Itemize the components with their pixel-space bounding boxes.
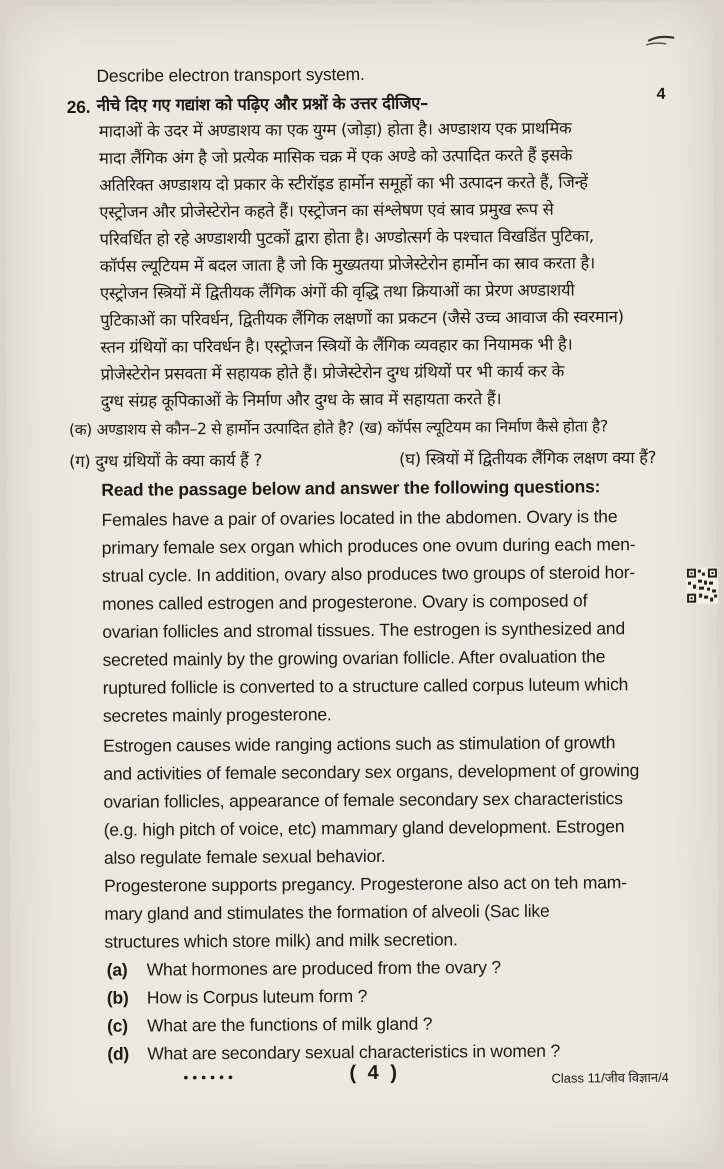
hindi-passage-line: कॉर्पस ल्यूटियम में बदल जाता है जो कि मुख्यतया प्रोजेस्टेरोन हार्मोन का स्राव करता है। bbox=[99, 253, 595, 276]
english-passage-line: also regulate female sexual behavior. bbox=[103, 845, 386, 868]
hindi-passage-line: एस्ट्रोजन और प्रोजेस्टेरोन कहते हैं। एस्ट्रोजन का संश्लेषण एवं स्राव प्रमुख रूप से bbox=[99, 199, 554, 222]
english-passage-line: and activities of female secondary sex organs, development of growing bbox=[103, 760, 640, 784]
hindi-passage-line: पुटिकाओं का परिवर्धन, द्वितीयक लैंगिक लक्षणों का प्रकटन (जैसे उच्च आवाज की स्वरमान) bbox=[100, 307, 624, 330]
question-label: (d) bbox=[107, 1043, 130, 1064]
english-passage-line: Progesterone supports pregancy. Progesterone also act on teh mam- bbox=[104, 872, 627, 896]
hindi-passage-line: मादा लैंगिक अंग है जो प्रत्येक मासिक चक्र में एक अण्डे को उत्पादित करते हैं इसके bbox=[98, 145, 573, 168]
question-number: 26. bbox=[66, 96, 91, 118]
previous-question: Describe electron transport system. bbox=[96, 63, 365, 86]
class-code: Class 11/जीव विज्ञान/4 bbox=[551, 1069, 669, 1086]
hindi-passage-line: मादाओं के उदर में अण्डाशय का एक युग्म (जोड़ा) होता है। अण्डाशय एक प्राथमिक bbox=[98, 118, 572, 141]
english-passage-line: ruptured follicle is converted to a structure called corpus luteum which bbox=[102, 674, 629, 698]
english-passage-line: secreted mainly by the growing ovarian follicle. After ovaluation the bbox=[102, 646, 606, 670]
english-passage-line: secretes mainly progesterone. bbox=[102, 704, 332, 726]
hindi-passage-line: दुग्ध संग्रह कूपिकाओं के निर्माण और दुग्ध के स्राव में सहायता करते हैं। bbox=[100, 389, 502, 411]
question-text: How is Corpus luteum form ? bbox=[146, 985, 368, 1008]
hindi-question-line: (घ) स्त्रियों में द्वितीयक लैंगिक लक्षण क्या हैं? bbox=[399, 447, 657, 469]
hindi-passage-line: अतिरिक्त अण्डाशय दो प्रकार के स्टीरॉइड हार्मोन समूहों का भी उत्पादन करते हैं, जिन्हें bbox=[99, 172, 588, 195]
english-passage-line: structures which store milk) and milk secretion. bbox=[104, 929, 458, 952]
question-label: (a) bbox=[106, 959, 128, 980]
hindi-passage-line: एस्ट्रोजन स्त्रियों में द्वितीयक लैंगिक अंगों की वृद्धि तथा क्रियाओं का प्रेरण अण्डाशयी bbox=[99, 280, 575, 303]
english-instruction: Read the passage below and answer the following questions: bbox=[101, 476, 601, 500]
english-passage-line: Females have a pair of ovaries located in the abdomen. Ovary is the bbox=[101, 506, 618, 530]
english-passage-line: mary gland and stimulates the formation of alveoli (Sac like bbox=[104, 900, 550, 924]
exam-page bbox=[4, 2, 720, 1167]
hindi-passage-line: परिवर्धित हो रहे अण्डाशयी पुटकों द्वारा होता है। अण्डोत्सर्ग के पश्चात विखडिंत पुटिका, bbox=[99, 226, 594, 249]
page-number: ( 4 ) bbox=[349, 1061, 401, 1085]
qr-code-icon bbox=[686, 568, 718, 604]
english-passage-line: ovarian follicles and stromal tissues. The estrogen is synthesized and bbox=[102, 618, 626, 642]
question-label: (b) bbox=[106, 987, 129, 1008]
english-passage-line: strual cycle. In addition, ovary also produces two groups of steroid hor- bbox=[101, 562, 636, 586]
english-passage-line: (e.g. high pitch of voice, etc) mammary gland development. Estrogen bbox=[103, 816, 625, 840]
hindi-question-line: (ग) दुग्ध ग्रंथियों के क्या कार्य हैं ? bbox=[69, 450, 263, 472]
hindi-instruction: नीचे दिए गए गद्यांश को पढ़िए और प्रश्नों के उत्तर दीजिए– bbox=[96, 93, 429, 115]
footer-stars: •••••• bbox=[183, 1068, 237, 1086]
question-text: What are the functions of milk gland ? bbox=[147, 1013, 433, 1036]
question-text: What hormones are produced from the ovary ? bbox=[146, 957, 501, 980]
question-text: What are secondary sexual characteristics in women ? bbox=[147, 1040, 561, 1064]
hindi-passage-line: प्रोजेस्टेरोन प्रसवता में सहायक होते हैं। प्रोजेस्टेरोन दुग्ध ग्रंथियों पर भी कार्य कर के bbox=[100, 361, 565, 384]
question-marks: 4 bbox=[656, 85, 666, 103]
corner-scribble-icon bbox=[644, 32, 680, 46]
question-label: (c) bbox=[107, 1015, 128, 1036]
english-passage-line: ovarian follicles, appearance of female secondary sex characteristics bbox=[103, 788, 623, 812]
hindi-passage-line: स्तन ग्रंथियों का परिवर्धन है। एस्ट्रोजन स्त्रियों के लैंगिक व्यवहार का नियामक भी है। bbox=[100, 334, 573, 357]
english-passage-line: mones called estrogen and progesterone. Ovary is composed of bbox=[102, 590, 588, 614]
english-passage-line: Estrogen causes wide ranging actions such as stimulation of growth bbox=[103, 732, 616, 756]
english-passage-line: primary female sex organ which produces one ovum during each men- bbox=[101, 534, 636, 558]
hindi-question-line: (क) अण्डाशय से कौन–2 से हार्मोन उत्पादित होते है? (ख) कॉर्पस ल्यूटियम का निर्माण कैसे होता है? bbox=[68, 417, 608, 440]
